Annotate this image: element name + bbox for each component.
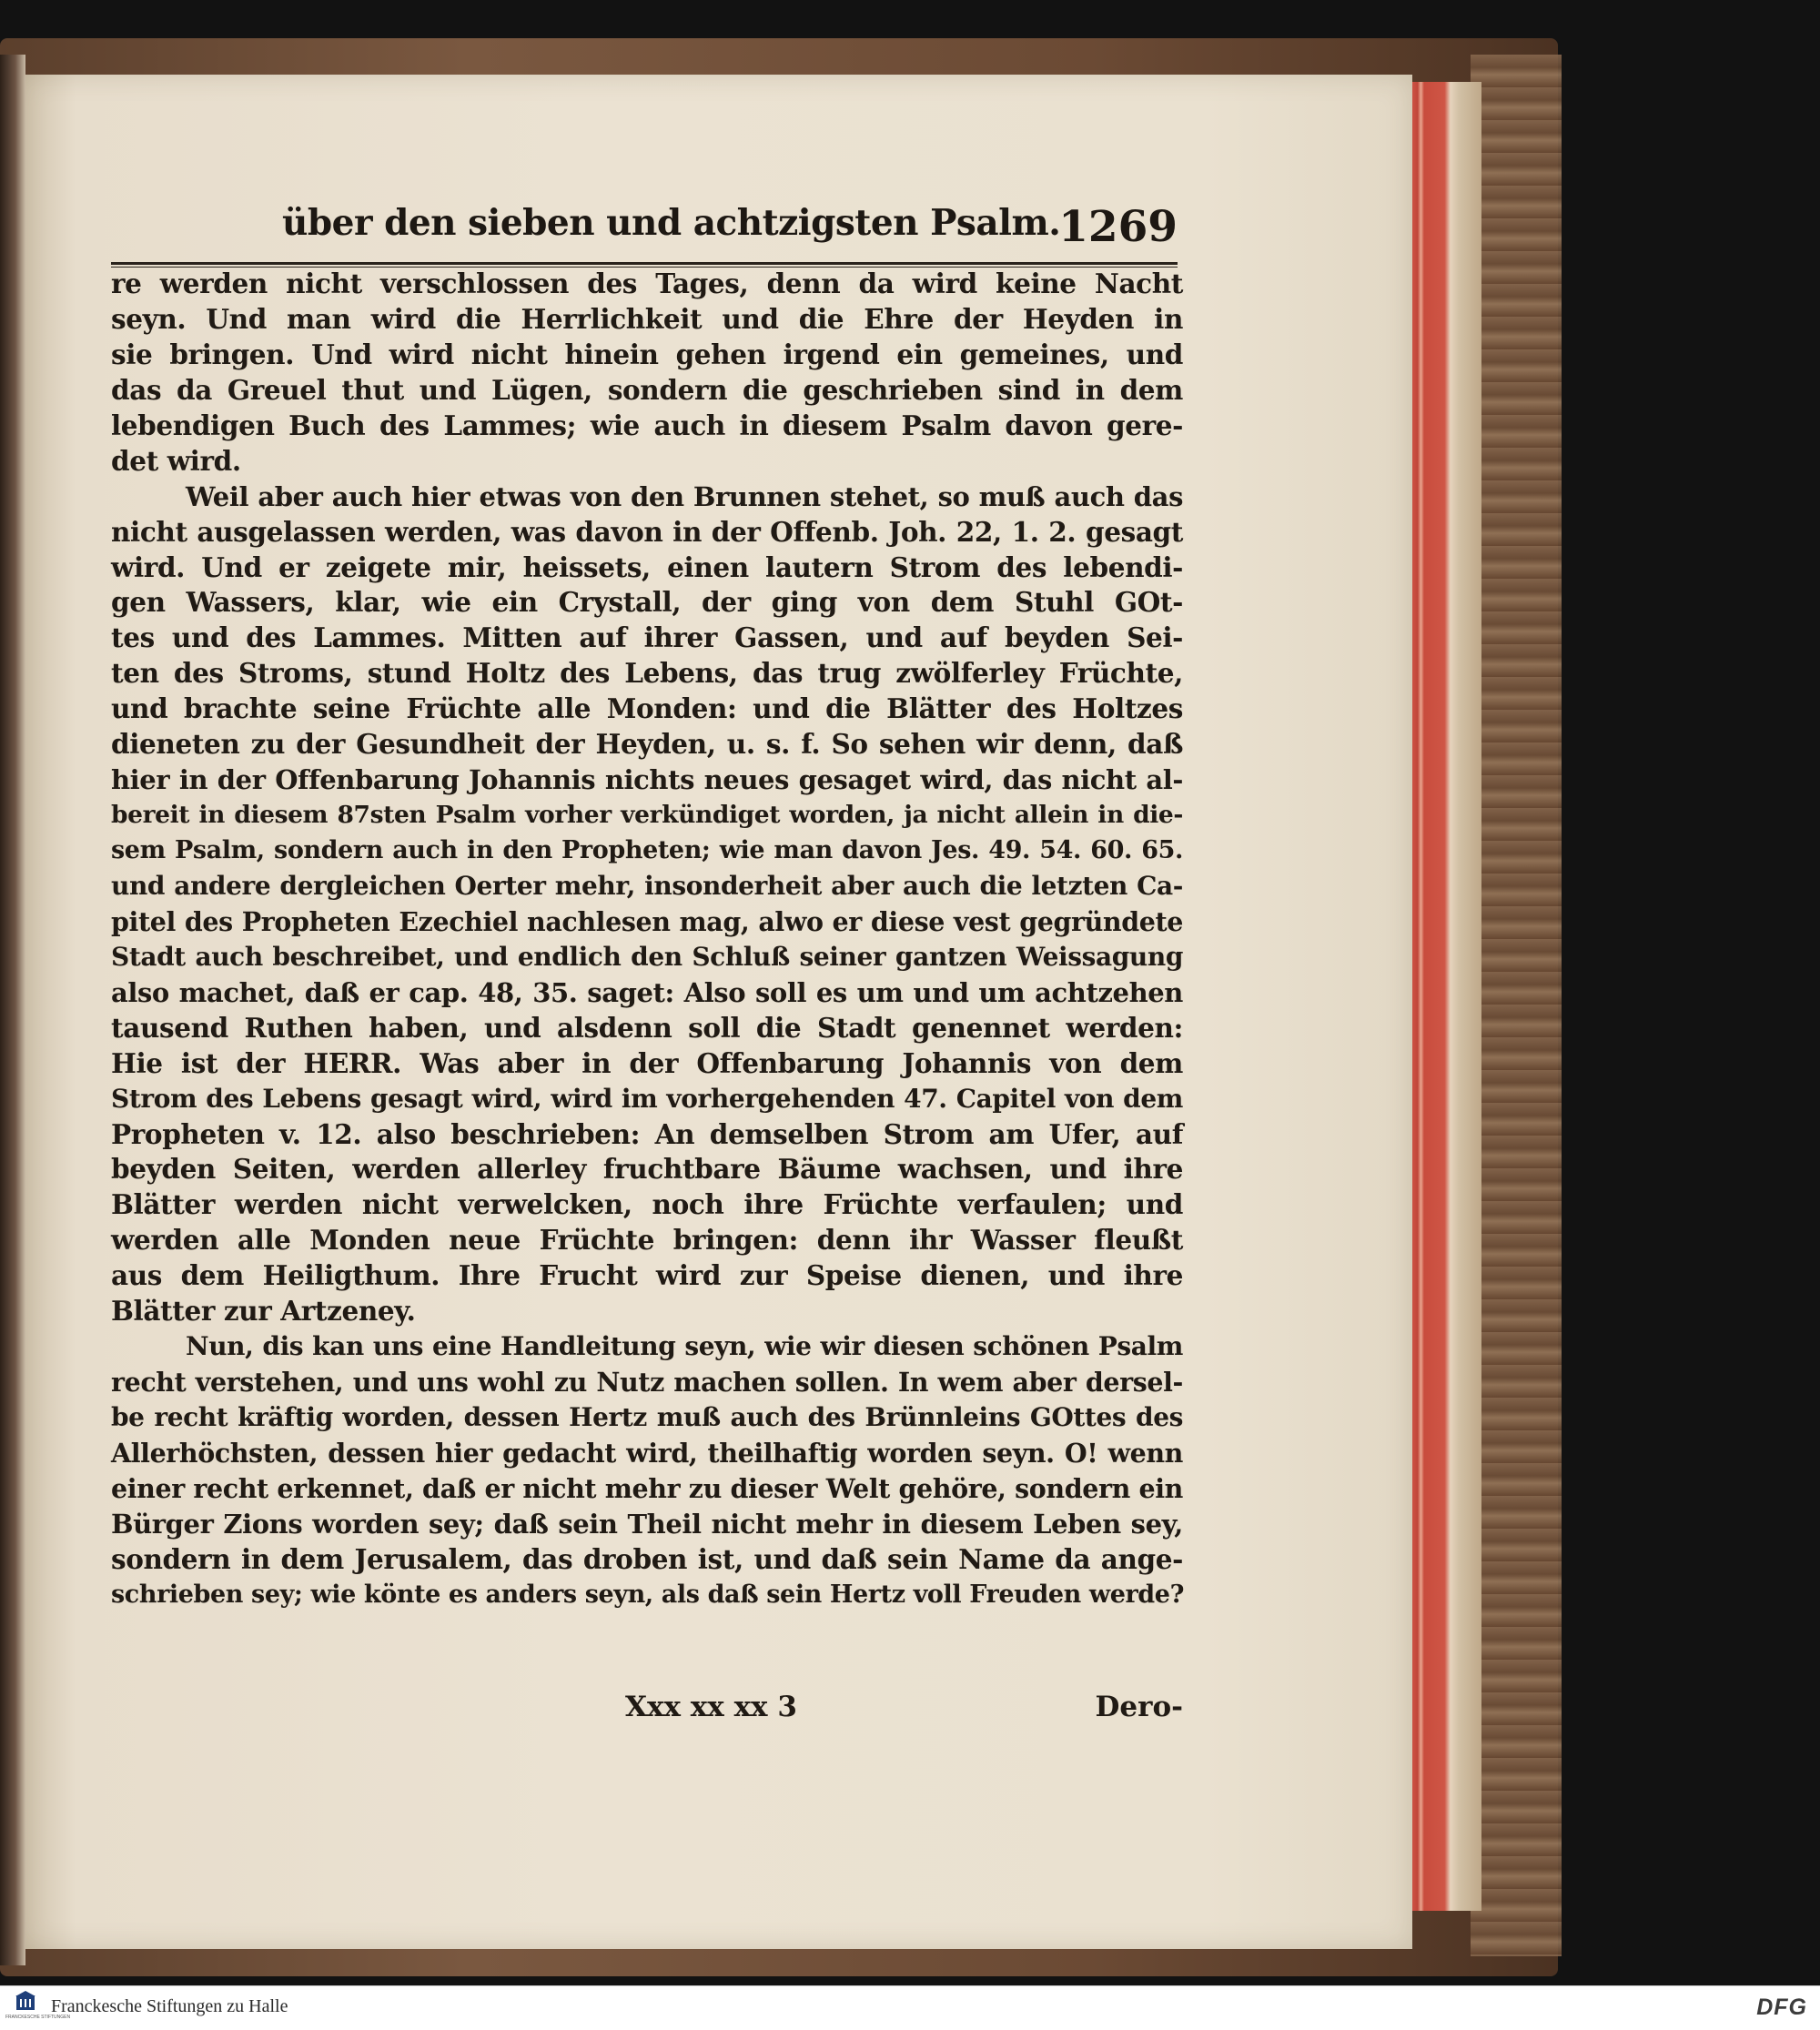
- text-line: Nun, dis kan uns eine Handleitung seyn, wie wir diesen schönen Psalm: [186, 1331, 1183, 1362]
- text-line: re werden nicht verschlossen des Tages, denn da wird keine Nacht: [111, 268, 1183, 299]
- text-line: beyden Seiten, werden allerley fruchtbare Bäume wachsen, und ihre: [111, 1153, 1183, 1186]
- text-line: Blätter zur Artzeney.: [111, 1295, 416, 1328]
- cover-edge: [1471, 55, 1562, 1956]
- institution-name: Franckesche Stiftungen zu Halle: [51, 1996, 288, 2016]
- dfg-logo[interactable]: DFG: [1756, 1995, 1807, 2020]
- text-line: tausend Ruthen haben, und alsdenn soll die Stadt genennet werden:: [111, 1011, 1183, 1044]
- text-line: det wird.: [111, 444, 241, 477]
- viewer-footer-bar: [0, 1985, 1820, 2030]
- book-spine: [0, 55, 25, 1965]
- text-line: dieneten zu der Gesundheit der Heyden, u. s. f. So sehen wir denn, daß: [111, 728, 1183, 761]
- logo-caption: FRANCKESCHE STIFTUNGEN: [5, 2015, 71, 2020]
- text-line: gen Wassers, klar, wie ein Crystall, der ging von dem Stuhl GOt-: [111, 586, 1183, 619]
- page-footer-line: [111, 1691, 1183, 1731]
- text-line: Hie ist der HERR. Was aber in der Offenbarung Johannis von dem: [111, 1046, 1183, 1079]
- text-line: also machet, daß er cap. 48, 35. saget: Also soll es um und um achtzehen: [111, 976, 1183, 1008]
- signature-mark: Xxx xx xx 3: [625, 1691, 797, 1723]
- text-line: nicht ausgelassen werden, was davon in der Offenb. Joh. 22, 1. 2. gesagt: [111, 515, 1183, 548]
- text-line: tes und des Lammes. Mitten auf ihrer Gassen, und auf beyden Sei-: [111, 621, 1183, 654]
- text-line: wird. Und er zeigete mir, heissets, einen lautern Strom des lebendi-: [111, 550, 1183, 583]
- text-line: Allerhöchsten, dessen hier gedacht wird, theilhaftig worden seyn. O! wenn: [111, 1437, 1183, 1469]
- text-line: sie bringen. Und wird nicht hinein gehen irgend ein gemeines, und: [111, 338, 1183, 370]
- text-line: einer recht erkennet, daß er nicht mehr zu dieser Welt gehöre, sondern ein: [111, 1472, 1183, 1504]
- text-line: Blätter werden nicht verwelcken, noch ihre Früchte verfaulen; und: [111, 1188, 1183, 1221]
- text-line: bereit in diesem 87sten Psalm vorher verkündiget worden, ja nicht allein in die-: [111, 801, 1183, 830]
- text-line: recht verstehen, und uns wohl zu Nutz machen sollen. In wem aber dersel-: [111, 1367, 1183, 1399]
- text-line: be recht kräftig worden, dessen Hertz muß auch des Brünnleins GOttes des: [111, 1402, 1183, 1432]
- text-line: lebendigen Buch des Lammes; wie auch in diesem Psalm davon gere-: [111, 409, 1183, 441]
- text-line: sondern in dem Jerusalem, das droben ist, und daß sein Name da ange-: [111, 1542, 1183, 1575]
- text-line: aus dem Heiligthum. Ihre Frucht wird zur Speise dienen, und ihre: [111, 1259, 1183, 1292]
- text-line: Propheten v. 12. also beschrieben: An demselben Strom am Ufer, auf: [111, 1117, 1183, 1150]
- text-line: Bürger Zions worden sey; daß sein Theil nicht mehr in diesem Leben sey,: [111, 1508, 1183, 1540]
- text-line: schrieben sey; wie könte es anders seyn, als daß sein Hertz voll Freuden werde?: [111, 1580, 1184, 1609]
- text-line: Weil aber auch hier etwas von den Brunnen stehet, so muß auch das: [186, 480, 1183, 512]
- text-line: ten des Stroms, stund Holtz des Lebens, das trug zwölferley Früchte,: [111, 657, 1183, 690]
- text-line: hier in der Offenbarung Johannis nichts neues gesaget wird, das nicht al-: [111, 764, 1183, 796]
- text-line: Stadt auch beschreibet, und endlich den Schluß seiner gantzen Weissagung: [111, 941, 1183, 972]
- text-line: und andere dergleichen Oerter mehr, insonderheit aber auch die letzten Ca-: [111, 870, 1183, 901]
- text-line: das da Greuel thut und Lügen, sondern die geschrieben sind in dem: [111, 373, 1183, 406]
- catchword: Dero-: [1095, 1691, 1183, 1723]
- text-line: und brachte seine Früchte alle Monden: und die Blätter des Holtzes: [111, 692, 1183, 725]
- text-line: Strom des Lebens gesagt wird, wird im vorhergehenden 47. Capitel von dem: [111, 1083, 1183, 1114]
- text-line: pitel des Propheten Ezechiel nachlesen mag, alwo er diese vest gegründete: [111, 905, 1183, 937]
- body-text: [111, 267, 1183, 1613]
- institution-logo[interactable]: [5, 1990, 71, 2026]
- text-line: werden alle Monden neue Früchte bringen: denn ihr Wasser fleußt: [111, 1224, 1183, 1257]
- running-title: über den sieben und achtzigsten Psalm.: [282, 202, 1061, 244]
- text-line: sem Psalm, sondern auch in den Propheten; wie man davon Jes. 49. 54. 60. 65.: [111, 836, 1183, 864]
- running-head: [111, 202, 1178, 266]
- page-number: 1269: [1058, 202, 1178, 252]
- institution-emblem-icon: [15, 1990, 36, 2012]
- text-line: seyn. Und man wird die Herrlichkeit und die Ehre der Heyden in: [111, 302, 1183, 335]
